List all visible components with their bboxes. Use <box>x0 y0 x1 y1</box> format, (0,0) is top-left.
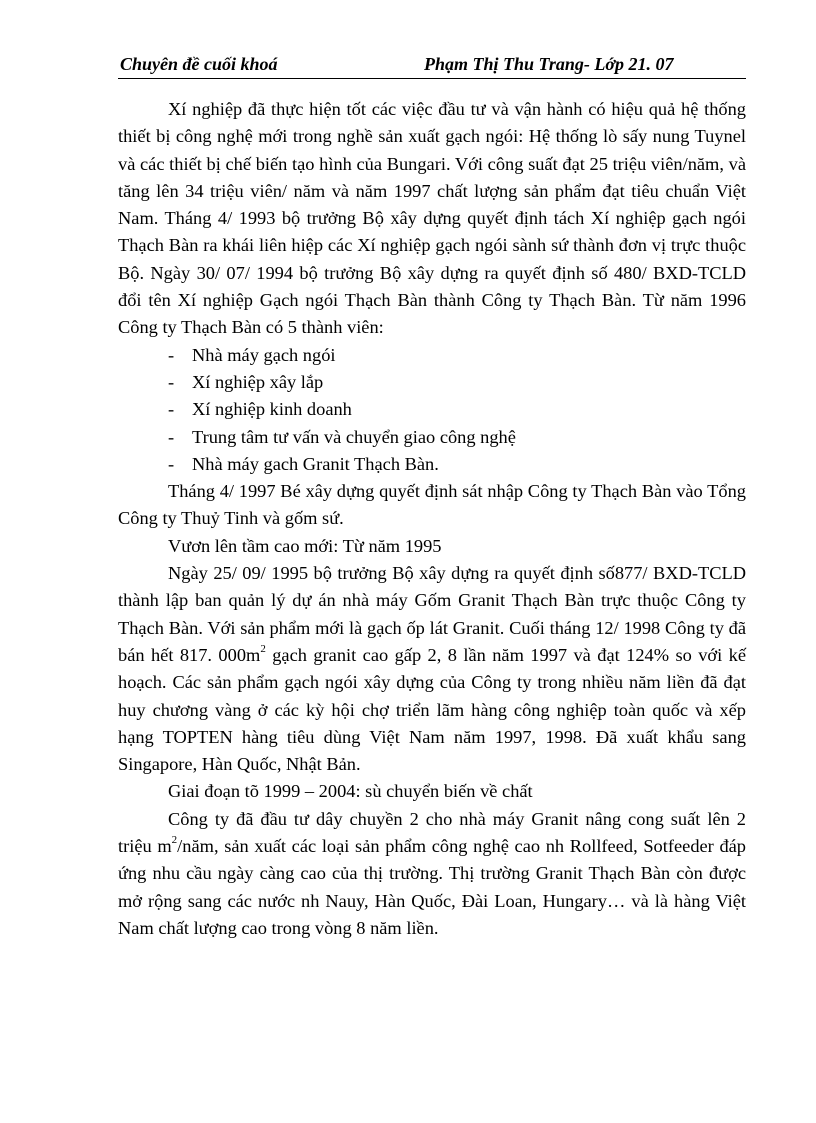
member-list <box>118 342 746 478</box>
document-body <box>118 96 746 942</box>
list-item <box>118 342 746 369</box>
section-heading-1999: Giai đoạn tõ 1999 – 2004: sù chuyển biến về chất <box>168 781 533 802</box>
list-item <box>118 396 746 423</box>
list-marker: - <box>168 426 175 447</box>
list-marker: - <box>168 344 175 365</box>
list-item-text: Nhà máy gạch ngói <box>192 344 336 365</box>
list-item <box>118 424 746 451</box>
list-item-text: Xí nghiệp kinh doanh <box>192 399 352 420</box>
paragraph-merger: Tháng 4/ 1997 Bé xây dựng quyết định sát nhập Công ty Thạch Bàn vào Tổng Công ty Thuỷ Tinh và gốm sứ. <box>118 481 746 529</box>
section-heading-1995: Vươn lên tầm cao mới: Từ năm 1995 <box>168 535 442 556</box>
list-marker: - <box>168 453 175 474</box>
superscript: 2 <box>171 833 178 846</box>
list-marker: - <box>168 399 175 420</box>
header-title: Chuyên đề cuối khoá <box>120 54 278 74</box>
list-item-text: Nhà máy gach Granit Thạch Bàn. <box>192 453 439 474</box>
list-item-text: Xí nghiệp xây lắp <box>192 371 324 392</box>
list-marker: - <box>168 371 175 392</box>
list-item <box>118 451 746 478</box>
paragraph-line-2: Công ty đã đầu tư dây chuyền 2 cho nhà máy Granit nâng cong suất lên 2 triệu $m^2$/năm, sản xuất các loại sản phẩm công nghệ cao nh Rollfeed, Sotfeeder đáp ứng nhu cầu ngày càng cao của thị trường. Thị trường Granit Thạch Bàn còn được mở rộng sang các nước nh Nauy, Hàn Quốc, Đài Loan, Hungary… và là hàng Việt Nam chất lượng cao trong vòng 8 năm liền. <box>118 808 747 938</box>
paragraph-granit-project: Ngày 25/ 09/ 1995 bộ trưởng Bộ xây dựng ra quyết định số877/ BXD-TCLD thành lập ban quản lý dự án nhà máy Gốm Granit Thạch Bàn trực thuộc Công ty Thạch Bàn. Với sản phẩm mới là gạch ốp lát Granit. Cuối tháng 12/ 1998 Công ty đã bán hết 817. $000m^2$ gạch granit cao gấp 2, 8 lần năm 1997 và đạt 124% so với kế hoạch. Các sản phẩm gạch ngói xây dựng của Công ty trong nhiều năm liền đã đạt huy chương vàng ở các kỳ hội chợ triển lãm hàng công nghiệp toàn quốc và xếp hạng TOPTEN hàng tiêu dùng Việt Nam năm 1997, 1998. Đã xuất khẩu sang Singapore, Hàn Quốc, Nhật Bản. <box>118 563 746 775</box>
header-author: Phạm Thị Thu Trang- Lớp 21. 07 <box>424 54 674 74</box>
paragraph-intro: Xí nghiệp đã thực hiện tốt các việc đầu tư và vận hành có hiệu quả hệ thống thiết bị công nghệ mới trong nghề sản xuất gạch ngói: Hệ thống lò sấy nung Tuynel và các thiết bị chế biến tạo hình của Bungari. Với công suất đạt 25 triệu viên/năm, và tăng lên 34 triệu viên/ năm và năm 1997 chất lượng sản phẩm đạt tiêu chuẩn Việt Nam. Tháng 4/ 1993 bộ trưởng Bộ xây dựng quyết định tách Xí nghiệp gạch ngói Thạch Bàn ra khái liên hiệp các Xí nghiệp gạch ngói sành sứ thành đơn vị trực thuộc Bộ. Ngày 30/ 07/ 1994 bộ trưởng Bộ xây dựng ra quyết định số 480/ BXD-TCLD đổi tên Xí nghiệp Gạch ngói Thạch Bàn thành Công ty Thạch Bàn. Từ năm 1996 Công ty Thạch Bàn có 5 thành viên: <box>118 99 746 338</box>
superscript: 2 <box>260 642 266 655</box>
page-header <box>118 52 746 79</box>
list-item <box>118 369 746 396</box>
list-item-text: Trung tâm tư vấn và chuyển giao công nghệ <box>192 426 516 447</box>
